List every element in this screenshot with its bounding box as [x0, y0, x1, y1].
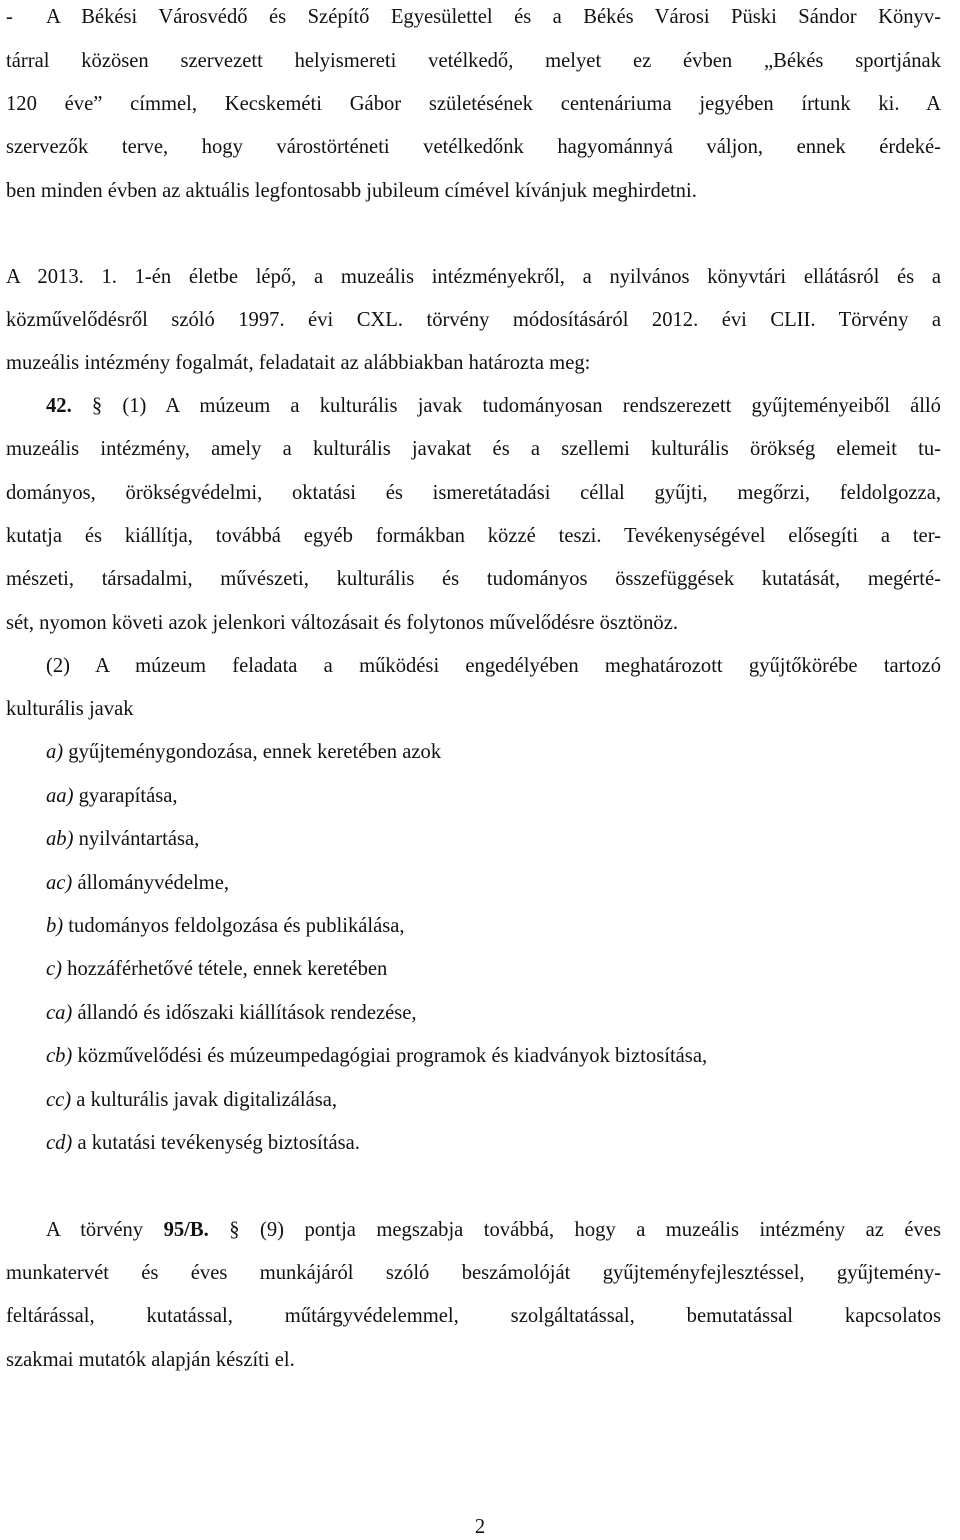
list-item-label: cb) [46, 1045, 73, 1067]
list-item [46, 739, 941, 765]
law-intro-line: A 2013. 1. 1-én életbe lépő, a muzeális intézményekről, a nyilvános könyvtári ellátásról és a [6, 266, 941, 288]
list-item-text: a kutatási tevékenység biztosítása. [72, 1132, 360, 1154]
list-item-text: hozzáférhetővé tétele, ennek keretében [62, 958, 388, 980]
list-item-label: cc) [46, 1089, 72, 1111]
list-item [46, 913, 941, 939]
intro-line: szervezők terve, hogy várostörténeti vetélkedőnk hagyománnyá váljon, ennek érdeké- [6, 136, 941, 158]
list-item-label: cd) [46, 1132, 73, 1154]
section-number: 95/B. [163, 1219, 209, 1241]
section-42-line: sét, nyomon követi azok jelenkori változásait és folytonos művelődésre ösztönöz. [6, 612, 678, 634]
list-item-label: aa) [46, 785, 74, 807]
list-item [46, 1000, 941, 1026]
list-item-text: gyűjteménygondozása, ennek keretében azok [63, 741, 442, 763]
section-text: (9) pontja megszabja továbbá, hogy a muzeális intézmény az éves [260, 1219, 941, 1241]
list-item-label: a) [46, 741, 64, 763]
list-item [46, 956, 941, 982]
section-sign: § [229, 1219, 240, 1241]
section-text: (1) A múzeum a kulturális javak tudományosan rendszerezett gyűjteményeiből álló [122, 395, 941, 417]
section-95b-line: szakmai mutatók alapján készíti el. [6, 1349, 295, 1371]
list-item [46, 1087, 941, 1113]
list-item-label: b) [46, 915, 64, 937]
intro-line: ben minden évben az aktuális legfontosabb jubileum címével kívánjuk meghirdetni. [6, 180, 697, 202]
section-42-line: muzeális intézmény, amely a kulturális javakat és a szellemi kulturális örökség elemeit tu- [6, 438, 941, 460]
section-sign: § [91, 395, 103, 417]
paragraph-2-line: kulturális javak [6, 698, 134, 720]
paragraph-2-line: (2) A múzeum feladata a működési engedélyében meghatározott gyűjtőkörébe tartozó [46, 655, 941, 677]
section-95b-line: feltárással, kutatással, műtárgyvédelemmel, szolgáltatással, bemutatással kapcsolatos [6, 1305, 941, 1327]
list-item-text: a kulturális javak digitalizálása, [71, 1089, 338, 1111]
list-item-label: c) [46, 958, 62, 980]
section-42-line: dományos, örökségvédelmi, oktatási és ismeretátadási céllal gyűjti, megőrzi, feldolgozza, [6, 482, 941, 504]
list-item-text: közművelődési és múzeumpedagógiai programok és kiadványok biztosítása, [72, 1045, 708, 1067]
list-item-text: állandó és időszaki kiállítások rendezése, [72, 1002, 417, 1024]
law-intro-line: muzeális intézmény fogalmát, feladatait az alábbiakban határozta meg: [6, 352, 591, 374]
section-95b-first-line [46, 1217, 941, 1243]
intro-line: tárral közösen szervezett helyismereti vetélkedő, melyet ez évben „Békés sportjának [6, 50, 941, 72]
list-item [46, 783, 941, 809]
list-item-text: nyilvántartása, [73, 828, 200, 850]
list-item-text: tudományos feldolgozása és publikálása, [63, 915, 405, 937]
section-42-first-line [46, 393, 941, 419]
intro-line: A Békési Városvédő és Szépítő Egyesülettel és a Békés Városi Püski Sándor Könyv- [46, 6, 941, 28]
law-intro-line: közművelődésről szóló 1997. évi CXL. törvény módosításáról 2012. évi CLII. Törvény a [6, 309, 941, 331]
section-42-line: mészeti, társadalmi, művészeti, kulturális és tudományos összefüggések kutatását, megérté- [6, 568, 941, 590]
list-item [46, 826, 941, 852]
list-item-text: gyarapítása, [73, 785, 178, 807]
list-item-label: ab) [46, 828, 74, 850]
list-item [46, 1130, 941, 1156]
intro-line: 120 éve” címmel, Kecskeméti Gábor születésének centenáriuma jegyében írtunk ki. A [6, 93, 941, 115]
page-number: 2 [474, 1516, 486, 1538]
list-item [46, 870, 941, 896]
list-dash: - [6, 6, 13, 28]
section-lead: A törvény [46, 1219, 164, 1241]
list-item-label: ca) [46, 1002, 73, 1024]
section-95b-line: munkatervét és éves munkájáról szóló beszámolóját gyűjteményfejlesztéssel, gyűjtemény- [6, 1262, 941, 1284]
list-item-label: ac) [46, 872, 73, 894]
list-item-text: állományvédelme, [72, 872, 229, 894]
list-item [46, 1043, 941, 1069]
section-number: 42. [46, 395, 72, 417]
section-42-line: kutatja és kiállítja, továbbá egyéb formákban közzé teszi. Tevékenységével elősegíti a ter- [6, 525, 941, 547]
